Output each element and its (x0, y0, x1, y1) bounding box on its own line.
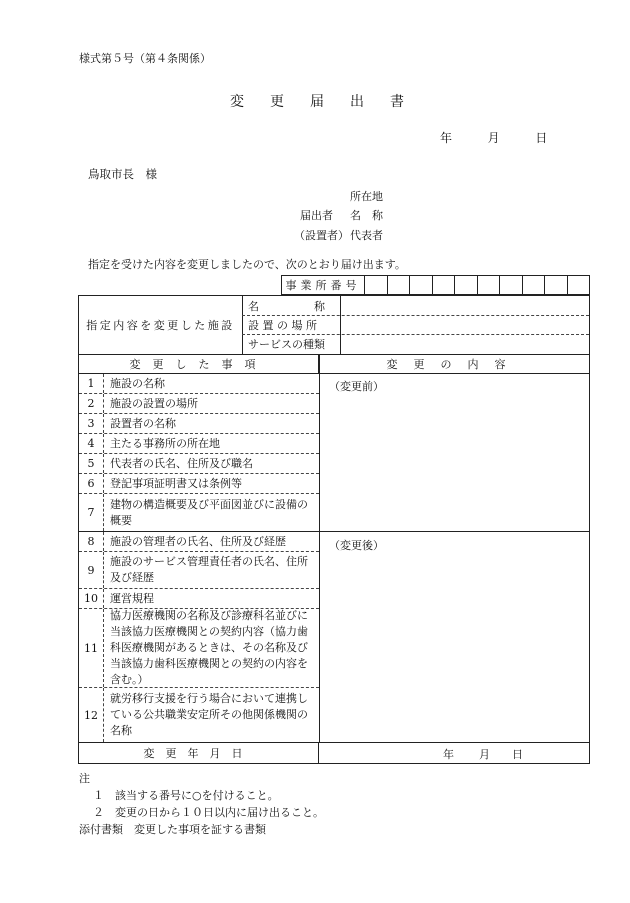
item-row[interactable] (79, 609, 319, 688)
item-row[interactable] (79, 394, 319, 414)
item-text: 就労移行支援を行う場合において連携している公共職業安定所その他関係機関の名称 (110, 692, 308, 737)
facility-name-field[interactable] (341, 296, 589, 315)
notes (79, 770, 324, 838)
applicant-block (0, 186, 630, 246)
applicant-label: 届出者 (300, 209, 333, 222)
item-text: 建物の構造概要及び平面図並びに設備の概要 (110, 497, 308, 527)
column-divider (319, 354, 320, 742)
month-label: 月 (487, 131, 500, 145)
item-row[interactable] (79, 552, 319, 589)
office-number-cell[interactable] (523, 276, 546, 294)
facility-location-field[interactable] (341, 315, 589, 334)
address-label: 所在地 (350, 190, 383, 203)
change-year-label: 年 (443, 748, 454, 761)
change-month-label: 月 (479, 748, 490, 761)
change-table (78, 295, 590, 764)
item-number: 12 (79, 688, 104, 742)
note-line: ２ 変更の日から１０日以内に届け出ること。 (93, 806, 324, 819)
facility-name-row (242, 296, 589, 316)
founder-label: （設置者） (294, 229, 349, 242)
statement: 指定を受けた内容を変更しましたので、次のとおり届け出ます。 (88, 258, 406, 271)
item-number: 4 (79, 434, 104, 453)
submission-date (440, 129, 547, 146)
item-row[interactable] (79, 374, 319, 394)
note-line: １ 該当する番号に○を付けること。 (93, 789, 279, 802)
item-number: 2 (79, 394, 104, 413)
day-label: 日 (535, 131, 548, 145)
document-title: 変更届出書 (230, 94, 430, 110)
item-text: 協力医療機関の名称及び診療科名並びに当該協力医療機関との契約内容（協力歯科医療機関があるときは、その名称及び当該協力歯科医療機関との契約の内容を含む。） (110, 609, 308, 686)
service-type-label: サービスの種類 (242, 334, 341, 354)
year-label: 年 (440, 131, 453, 145)
after-change-label: （変更後） (329, 539, 384, 552)
change-date-label: 変更年月日 (79, 742, 319, 763)
item-number: 7 (79, 494, 104, 531)
item-row[interactable] (79, 414, 319, 434)
attachment-note: 添付書類 変更した事項を証する書類 (79, 823, 266, 836)
item-number: 11 (79, 609, 104, 687)
item-row[interactable] (79, 494, 319, 531)
before-change-label: （変更前） (329, 380, 384, 393)
item-row[interactable] (79, 532, 319, 552)
item-text: 設置者の名称 (110, 416, 176, 430)
office-number-cell[interactable] (410, 276, 433, 294)
office-number-cell[interactable] (433, 276, 456, 294)
service-type-field[interactable] (341, 334, 589, 354)
item-number: 9 (79, 552, 104, 588)
office-number-cell[interactable] (388, 276, 411, 294)
item-row[interactable] (79, 589, 319, 609)
changed-items-header: 変更した事項 (79, 354, 319, 373)
office-number-cell[interactable] (568, 276, 590, 294)
item-number: 3 (79, 414, 104, 433)
facility-location-label: 設 置 の 場 所 (242, 315, 341, 334)
facility-location-row (242, 315, 589, 335)
office-number-cell[interactable] (500, 276, 523, 294)
service-type-row (242, 334, 589, 354)
item-row[interactable] (79, 454, 319, 474)
item-number: 8 (79, 532, 104, 551)
addressee: 鳥取市長 様 (88, 167, 157, 181)
office-number-label: 事業所番号 (282, 276, 365, 294)
change-content-header: 変更の内容 (386, 357, 522, 371)
change-date-field[interactable] (319, 742, 589, 763)
item-row[interactable] (79, 688, 319, 742)
facility-label: 指定内容を変更した施設 (79, 296, 243, 354)
facility-name-label: 名 称 (242, 296, 341, 315)
name-label: 名 称 (350, 209, 383, 222)
item-text: 施設の管理者の氏名、住所及び経歴 (110, 534, 286, 548)
item-number: 6 (79, 474, 104, 493)
item-row[interactable] (79, 474, 319, 494)
item-text: 運営規程 (110, 591, 154, 605)
item-text: 代表者の氏名、住所及び職名 (110, 456, 253, 470)
change-day-label: 日 (512, 748, 523, 761)
office-number-cell[interactable] (455, 276, 478, 294)
notes-header: 注 (79, 772, 90, 785)
item-text: 施設の名称 (110, 376, 165, 390)
office-number-cell[interactable] (478, 276, 501, 294)
item-number: 1 (79, 374, 104, 393)
representative-label: 代表者 (350, 229, 383, 242)
office-number-cell[interactable] (365, 276, 388, 294)
item-text: 施設の設置の場所 (110, 396, 198, 410)
item-number: 10 (79, 589, 104, 608)
form-number: 様式第５号（第４条関係） (79, 52, 211, 65)
item-text: 主たる事務所の所在地 (110, 436, 220, 450)
item-number: 5 (79, 454, 104, 473)
item-text: 施設のサービス管理責任者の氏名、住所及び経歴 (110, 555, 308, 584)
office-number-row (281, 275, 590, 295)
office-number-cell[interactable] (545, 276, 568, 294)
item-text: 登記事項証明書又は条例等 (110, 476, 242, 490)
item-row[interactable] (79, 434, 319, 454)
